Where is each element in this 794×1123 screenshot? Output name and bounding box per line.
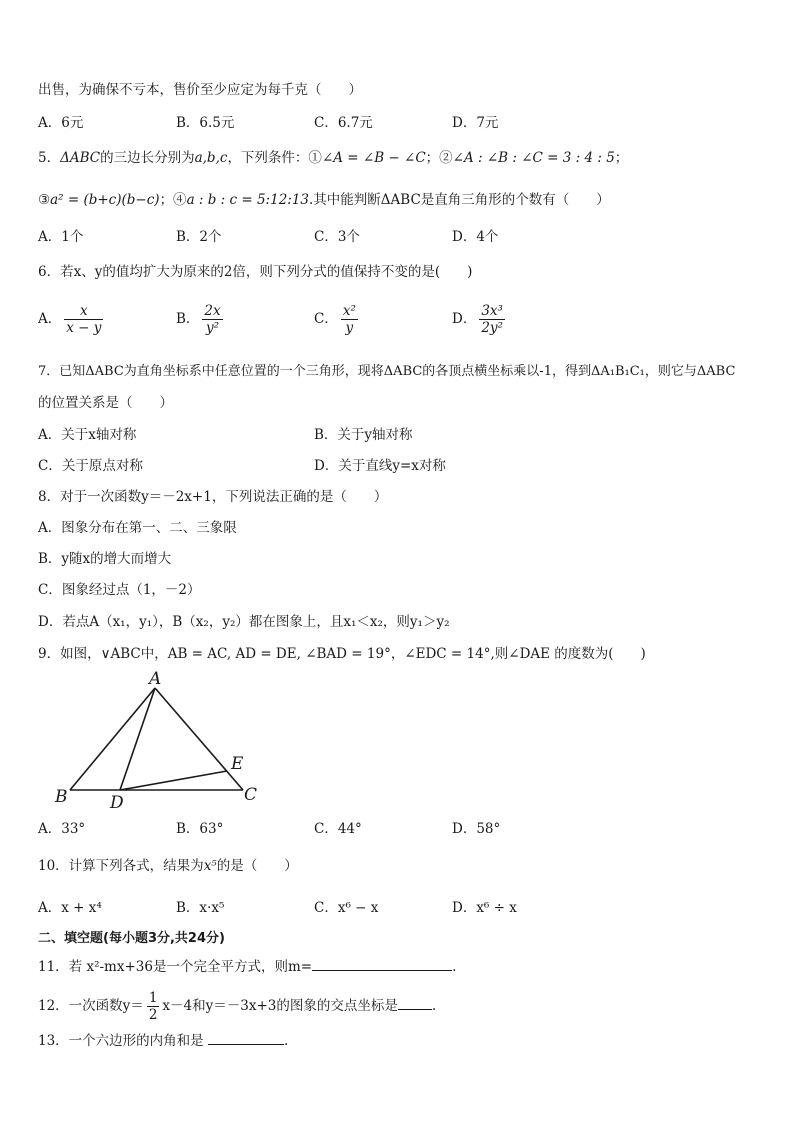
q6-fraction-b: $\frac{2x}{\text{y²}}$ (204, 303, 221, 336)
q7-stem-line1: 7．已知ΔABC为直角坐标系中任意位置的一个三角形，现将ΔABC的各顶点横坐标乘以-1，得到ΔA₁B₁C₁，则它与ΔABC (38, 364, 736, 379)
q13-answer-blank[interactable] (208, 1030, 284, 1045)
section-heading-fill-in: 二、填空题(每小题3分,共24分) (38, 931, 225, 946)
q4-option-c: C．6.7元 (314, 115, 373, 131)
segment-ad (120, 688, 155, 790)
label-a: A (149, 669, 162, 689)
q4-option-a: A．6元 (38, 115, 84, 131)
q8-option-d: D．若点A（x₁，y₁），B（x₂，y₂）都在图象上，且x₁＜x₂，则y₁＞y₂ (38, 614, 450, 630)
q10-option-d: D．x⁶ ÷ x (452, 900, 517, 916)
q11-answer-blank[interactable] (312, 956, 452, 971)
segment-ab (70, 688, 155, 790)
q9-stem: 9．如图，∨ABC中，AB = AC, AD = DE, ∠BAD = 19°，∠EDC = 14°,则∠DAE 的度数为( ) (38, 646, 646, 662)
q8-stem: 8．对于一次函数y＝－2x+1，下列说法正确的是（ ） (38, 489, 388, 505)
q6-fraction-c: $\frac{\text{x²}}{y}$ (342, 303, 356, 336)
q12-line: 12．一次函数y＝ $\frac{1}{2}$ x－4和y＝－3x+3的图象的交点坐标是 . (38, 990, 437, 1023)
q6-fraction-d: $\frac{\text{3x³}}{\text{2y²}}$ (481, 303, 503, 336)
q6-option-a: A． $\frac{x}{x - y}$ (38, 303, 102, 336)
q9-triangle-figure (50, 666, 280, 811)
q7-option-b: B．关于y轴对称 (314, 427, 413, 443)
q9-option-a: A．33° (38, 821, 86, 837)
q11-line: 11．若 x²-mx+36是一个完全平方式，则m= . (38, 956, 456, 977)
q8-option-b: B．y随x的增大而增大 (38, 551, 172, 567)
segment-de (120, 771, 227, 790)
q7-option-d: D．关于直线y=x对称 (314, 458, 446, 474)
q10-stem: 10．计算下列各式，结果为x⁵的是（ ） (38, 858, 298, 874)
q12-fraction: $\frac{1}{2}$ (148, 990, 158, 1023)
q5-option-c: C．3个 (314, 229, 360, 245)
q5-stem-line1: 5．ΔABC的三边长分别为a,b,c，下列条件：①∠A = ∠B − ∠C；②∠A : ∠B : ∠C = 3 : 4 : 5； (38, 150, 629, 166)
q9-option-c: C．44° (314, 821, 362, 837)
q5-option-b: B．2个 (176, 229, 222, 245)
q5-option-d: D．4个 (452, 229, 499, 245)
label-e: E (231, 754, 244, 774)
q9-option-d: D．58° (452, 821, 501, 837)
q7-option-c: C．关于原点对称 (38, 458, 143, 474)
segment-ac (155, 688, 243, 790)
q4-option-b: B．6.5元 (176, 115, 235, 131)
q13-line: 13．一个六边形的内角和是 . (38, 1030, 288, 1051)
q10-option-b: B．x·x⁵ (176, 900, 225, 916)
q4-continuation: 出售，为确保不亏本，售价至少应定为每千克（ ） (38, 82, 362, 98)
q10-option-a: A．x + x⁴ (38, 900, 102, 916)
q10-option-c: C．x⁶ − x (314, 900, 379, 916)
q6-option-d: D． $\frac{\text{3x³}}{\text{2y²}}$ (452, 303, 503, 336)
label-d: D (110, 793, 124, 811)
q6-option-c: C． $\frac{\text{x²}}{y}$ (314, 303, 356, 336)
q8-option-a: A．图象分布在第一、二、三象限 (38, 520, 237, 536)
q4-option-d: D．7元 (452, 115, 499, 131)
q12-answer-blank[interactable] (398, 995, 432, 1010)
q9-option-b: B．63° (176, 821, 224, 837)
q6-option-b: B． $\frac{2x}{\text{y²}}$ (176, 303, 221, 336)
q5-stem-line2: ③a² = (b+c)(b−c)；④a : b : c = 5:12:13.其中能判断ΔABC是直角三角形的个数有（ ） (38, 192, 610, 208)
q6-stem: 6．若x、y的值均扩大为原来的2倍，则下列分式的值保持不变的是( ) (38, 264, 473, 280)
label-b: B (55, 787, 68, 807)
q6-fraction-a: $\frac{x}{x - y}$ (66, 303, 102, 336)
label-c: C (244, 785, 258, 805)
q8-option-c: C．图象经过点（1，－2） (38, 582, 201, 598)
q7-stem-line2: 的位置关系是（ ） (38, 395, 173, 411)
q5-option-a: A．1个 (38, 229, 84, 245)
q7-option-a: A．关于x轴对称 (38, 427, 137, 443)
